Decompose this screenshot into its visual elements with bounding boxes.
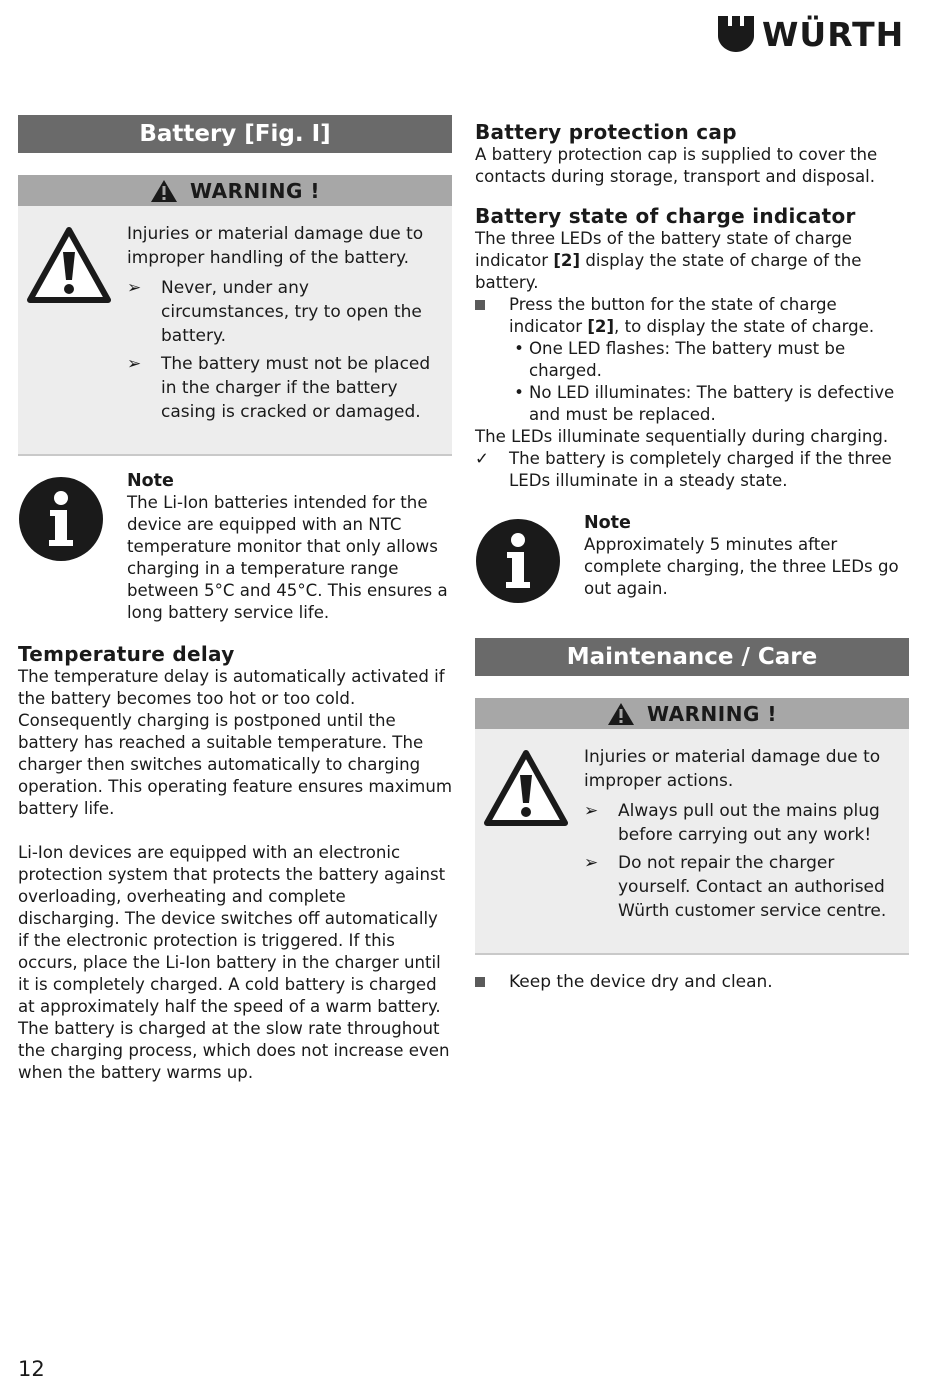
right-column — [475, 120, 909, 993]
sequential-text: The LEDs illuminate sequentially during charging. — [475, 427, 889, 446]
instruction-step: Keep the device dry and clean. — [475, 971, 909, 993]
left-column — [18, 115, 452, 1084]
protection-cap-text: A battery protection cap is supplied to cover the contacts during storage, transport and disposal. — [475, 145, 878, 186]
warning-header — [18, 175, 452, 206]
arrow-bullet-icon: ➢ — [584, 853, 599, 873]
warning-intro: Injuries or material damage due to improper actions. — [584, 747, 881, 791]
section-title-battery: Battery [Fig. I] — [18, 115, 452, 153]
square-bullet-icon — [475, 977, 485, 987]
warning-small-icon — [150, 179, 178, 203]
warning-triangle-icon — [26, 226, 112, 304]
warning-header — [475, 698, 909, 729]
wurth-logo — [716, 12, 916, 56]
warning-heading: WARNING ! — [190, 178, 320, 203]
arrow-bullet-icon: ➢ — [127, 278, 142, 298]
temperature-delay-section — [18, 642, 452, 1084]
maintenance-warning-box — [475, 698, 909, 955]
arrow-bullet-icon: ➢ — [127, 354, 142, 374]
arrow-bullet-icon: ➢ — [584, 801, 599, 821]
dot-bullet-icon: • — [514, 339, 524, 358]
protection-paragraph: Li-Ion devices are equipped with an electronic protection system that protects the battery against overloading, overheating and complete discharging. The device switches off automatically if the electronic protection is triggered. If this occurs, place the Li-Ion battery in the charger until it is completely charged. A cold battery is charged at approximately half the speed of a warm battery. The battery is charged at the slow rate throughout the charging process, which does not increase even when the battery warms up. — [18, 843, 450, 1082]
info-icon — [18, 476, 104, 562]
warning-item: ➢ Do not repair the charger yourself. Contact an authorised Würth customer service centre. — [584, 853, 887, 921]
section-title-maintenance: Maintenance / Care — [475, 638, 909, 676]
warning-heading: WARNING ! — [647, 701, 777, 726]
note-title: Note — [127, 471, 174, 491]
charge-note — [475, 512, 909, 608]
warning-item: ➢ Never, under any circumstances, try to open the battery. — [127, 278, 422, 346]
warning-item: ➢ Always pull out the mains plug before carrying out any work! — [584, 801, 880, 845]
checkmark-icon: ✓ — [475, 449, 489, 468]
brand-name: WÜRTH — [762, 14, 905, 54]
check-item: ✓ The battery is completely charged if the three LEDs illuminate in a steady state. — [475, 449, 892, 490]
page-number: 12 — [18, 1357, 45, 1381]
result-bullet: • No LED illuminates: The battery is defective and must be replaced. — [475, 382, 909, 426]
charge-indicator-text: The three LEDs of the battery state of charge indicator [2] display the state of charge of the battery. — [475, 229, 862, 292]
note-text: Approximately 5 minutes after complete charging, the three LEDs go out again. — [584, 535, 899, 598]
note-title: Note — [584, 513, 631, 533]
dot-bullet-icon: • — [514, 383, 524, 402]
charge-indicator-heading: Battery state of charge indicator — [475, 204, 856, 228]
note-text: The Li-Ion batteries intended for the device are equipped with an NTC temperature monitor that only allows charging in a temperature range between 5°C and 45°C. This ensures a long battery service life. — [127, 493, 448, 622]
warning-item: ➢ The battery must not be placed in the charger if the battery casing is cracked or damaged. — [127, 354, 431, 422]
battery-warning-box — [18, 175, 452, 456]
info-icon — [475, 518, 561, 604]
warning-small-icon — [607, 702, 635, 726]
temperature-delay-paragraph: The temperature delay is automatically activated if the battery becomes too hot or too cold. Consequently charging is postponed until the battery has reached a suitable temperature. The charger then switches automatically to charging operation. This operating feature ensures maximum battery life. — [18, 667, 452, 818]
protection-cap-heading: Battery protection cap — [475, 120, 737, 144]
result-bullet: • One LED flashes: The battery must be charged. — [475, 338, 909, 382]
square-bullet-icon — [475, 300, 485, 310]
wurth-logo-icon — [716, 14, 756, 54]
temperature-delay-heading: Temperature delay — [18, 642, 235, 666]
warning-intro: Injuries or material damage due to improper handling of the battery. — [127, 224, 424, 268]
warning-triangle-icon — [483, 749, 569, 827]
instruction-step: Press the button for the state of charge indicator [2], to display the state of charge. — [475, 294, 909, 338]
battery-note — [18, 470, 452, 624]
